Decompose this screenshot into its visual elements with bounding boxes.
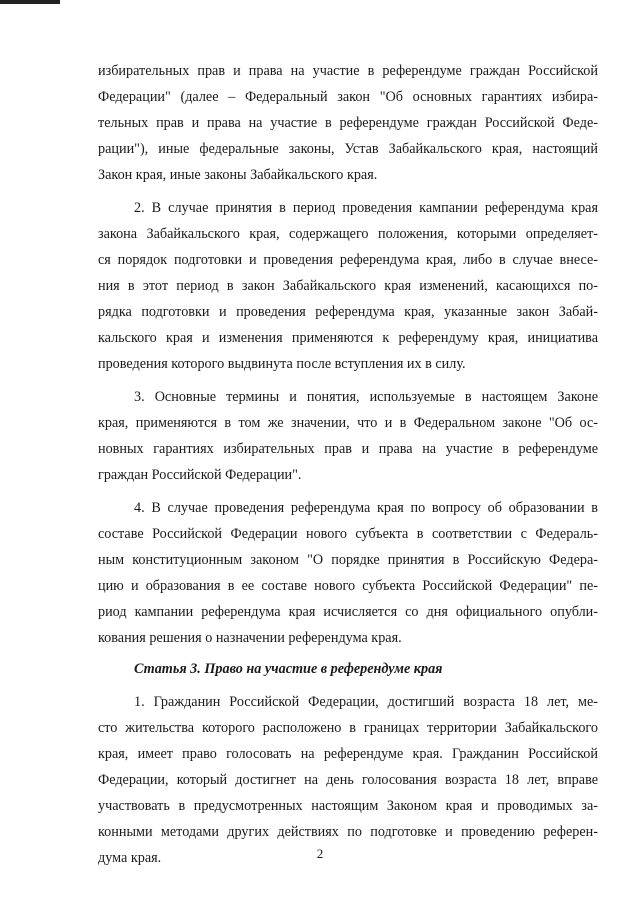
page-number: 2: [316, 846, 324, 861]
text-line: края, имеет право голосовать на референдуме края. Гражданин Российской: [98, 746, 598, 762]
text-line: дума края.: [98, 850, 162, 866]
text-line: новных гарантиях избирательных прав и права на участие в референдуме: [98, 441, 598, 457]
text-line: рядка подготовки и проведения референдума края, указанные закон Забай-: [98, 304, 598, 320]
article-3-paragraph-1: [98, 689, 598, 871]
text-line: риод кампании референдума края исчисляется со дня официального опубли-: [98, 604, 598, 620]
paragraph-4: [98, 495, 598, 651]
text-line: составе Российской Федерации нового субъекта в соответствии с Федераль-: [98, 526, 598, 542]
text-line: 1. Гражданин Российской Федерации, достигший возраста 18 лет, ме-: [134, 694, 598, 710]
text-line: ся порядок подготовки и проведения референдума края, либо в случае внесе-: [98, 252, 598, 268]
text-line: сто жительства которого расположено в границах территории Забайкальского: [98, 720, 598, 736]
article-heading: Статья 3. Право на участие в референдуме края: [134, 661, 443, 677]
paragraph-1-continued: [98, 58, 598, 188]
top-rule: [0, 0, 60, 4]
text-line: проведения которого выдвинута после вступления их в силу.: [98, 356, 466, 372]
text-line: тельных прав и права на участие в референдуме граждан Российской Феде-: [98, 115, 598, 131]
text-line: Федерации, который достигнет на день голосования возраста 18 лет, вправе: [98, 772, 598, 788]
text-line: граждан Российской Федерации".: [98, 467, 302, 483]
text-line: 4. В случае проведения референдума края по вопросу об образовании в: [134, 500, 598, 516]
text-line: кования решения о назначении референдума края.: [98, 630, 402, 646]
text-line: Федерации" (далее – Федеральный закон "Об основных гарантиях избира-: [98, 89, 598, 105]
text-line: края, применяются в том же значении, что и в Федеральном законе "Об ос-: [98, 415, 598, 431]
text-line: кальского края и изменения применяются к референдуму края, инициатива: [98, 330, 598, 346]
text-line: ным конституционным законом "О порядке принятия в Российскую Федера-: [98, 552, 598, 568]
paragraph-3: [98, 384, 598, 488]
text-line: закона Забайкальского края, содержащего положения, которыми определяет-: [98, 226, 598, 242]
text-line: 2. В случае принятия в период проведения кампании референдума края: [134, 200, 598, 216]
text-line: рации"), иные федеральные законы, Устав Забайкальского края, настоящий: [98, 141, 598, 157]
text-line: ния в этот период в закон Забайкальского края изменений, касающихся по-: [98, 278, 598, 294]
text-line: участвовать в предусмотренных настоящим Законом края и проводимых за-: [98, 798, 598, 814]
paragraph-2: [98, 195, 598, 377]
text-line: Закон края, иные законы Забайкальского края.: [98, 167, 378, 183]
text-line: избирательных прав и права на участие в референдуме граждан Российской: [98, 63, 598, 79]
text-line: цию и образования в ее составе нового субъекта Российской Федерации" пе-: [98, 578, 598, 594]
text-line: 3. Основные термины и понятия, используемые в настоящем Законе: [134, 389, 598, 405]
document-page: [98, 58, 598, 871]
text-line: конными методами других действиях по подготовке и проведению референ-: [98, 824, 598, 840]
